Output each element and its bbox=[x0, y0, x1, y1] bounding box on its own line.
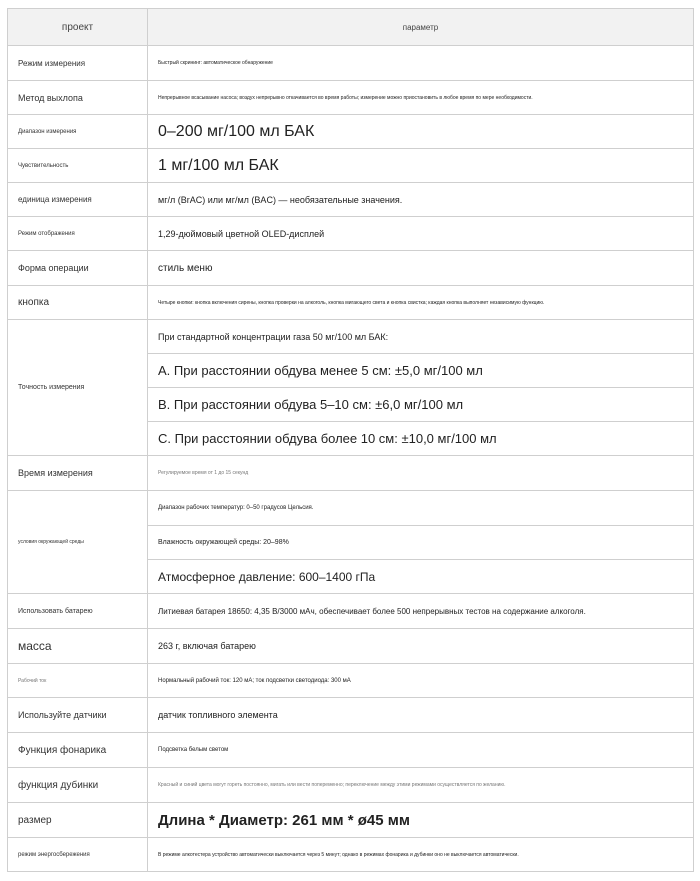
row-key: единица измерения bbox=[8, 183, 148, 217]
environment-line: Атмосферное давление: 600–1400 гПа bbox=[148, 560, 694, 594]
row-key: Диапазон измерения bbox=[8, 115, 148, 149]
table-row bbox=[8, 217, 694, 251]
accuracy-line: A. При расстоянии обдува менее 5 см: ±5,0 мг/100 мл bbox=[148, 354, 694, 388]
row-key: Форма операции bbox=[8, 251, 148, 286]
row-key: Режим отображения bbox=[8, 217, 148, 251]
row-value: В режиме алкотестера устройство автоматически выключается через 5 минут; однако в режимах фонарика и дубинки оно не выключается автоматически. bbox=[148, 838, 694, 872]
accuracy-line: При стандартной концентрации газа 50 мг/100 мл БАК: bbox=[148, 320, 694, 354]
table-row bbox=[8, 115, 694, 149]
row-value: Литиевая батарея 18650: 4,35 В/3000 мАч, обеспечивает более 500 непрерывных тестов на содержание алкоголя. bbox=[148, 594, 694, 629]
row-value: датчик топливного элемента bbox=[148, 698, 694, 733]
row-key: Используйте датчики bbox=[8, 698, 148, 733]
environment-line: Диапазон рабочих температур: 0–50 градусов Цельсия. bbox=[148, 491, 694, 526]
table-row bbox=[8, 251, 694, 286]
row-value: Непрерывное всасывание насоса; воздух непрерывно откачивается во время работы; измерение можно приостановить в любое время по мере необходимости. bbox=[148, 81, 694, 115]
row-value: Красный и синий цвета могут гореть постоянно, мигать или вести попеременно; переключение между этими режимами осуществляется по желанию. bbox=[148, 768, 694, 803]
row-key: Использовать батарею bbox=[8, 594, 148, 629]
row-key: Точность измерения bbox=[8, 320, 148, 456]
row-value: стиль меню bbox=[148, 251, 694, 286]
row-key: Режим измерения bbox=[8, 46, 148, 81]
row-key: Функция фонарика bbox=[8, 733, 148, 768]
row-key: масса bbox=[8, 629, 148, 664]
accuracy-line: B. При расстоянии обдува 5–10 см: ±6,0 мг/100 мл bbox=[148, 388, 694, 422]
spec-table bbox=[7, 8, 694, 872]
table-row bbox=[8, 838, 694, 872]
row-key: Чувствительность bbox=[8, 149, 148, 183]
row-value: 1,29-дюймовый цветной OLED-дисплей bbox=[148, 217, 694, 251]
table-row bbox=[8, 286, 694, 320]
accuracy-row bbox=[8, 320, 694, 354]
row-value: Нормальный рабочий ток: 120 мА; ток подсветки светодиода: 300 мА bbox=[148, 664, 694, 698]
row-value: Длина * Диаметр: 261 мм * ø45 мм bbox=[148, 803, 694, 838]
row-value: 1 мг/100 мл БАК bbox=[148, 149, 694, 183]
table-row bbox=[8, 629, 694, 664]
row-value: Подсветка белым светом bbox=[148, 733, 694, 768]
row-value: 0–200 мг/100 мл БАК bbox=[148, 115, 694, 149]
table-row bbox=[8, 768, 694, 803]
table-row bbox=[8, 46, 694, 81]
row-value: мг/л (BrAC) или мг/мл (BAC) — необязательные значения. bbox=[148, 183, 694, 217]
table-row bbox=[8, 733, 694, 768]
header-parameter: параметр bbox=[148, 9, 694, 46]
table-row bbox=[8, 664, 694, 698]
table-row bbox=[8, 81, 694, 115]
row-key: функция дубинки bbox=[8, 768, 148, 803]
environment-row bbox=[8, 491, 694, 526]
row-value: Четыре кнопки: кнопка включения сирены, кнопка проверки на алкоголь, кнопка мигающего света и кнопка свистка; каждая кнопка выполняет независимую функцию. bbox=[148, 286, 694, 320]
row-key: Рабочий ток bbox=[8, 664, 148, 698]
row-key: режим энергосбережения bbox=[8, 838, 148, 872]
row-key: размер bbox=[8, 803, 148, 838]
table-row bbox=[8, 594, 694, 629]
row-key: Время измерения bbox=[8, 456, 148, 491]
table-row bbox=[8, 456, 694, 491]
row-value: Регулируемое время от 1 до 15 секунд bbox=[148, 456, 694, 491]
accuracy-line: C. При расстоянии обдува более 10 см: ±10,0 мг/100 мл bbox=[148, 422, 694, 456]
row-key: условия окружающей среды bbox=[8, 491, 148, 594]
row-value: Быстрый скрининг: автоматическое обнаружение bbox=[148, 46, 694, 81]
row-key: кнопка bbox=[8, 286, 148, 320]
environment-line: Влажность окружающей среды: 20–98% bbox=[148, 526, 694, 560]
header-project: проект bbox=[8, 9, 148, 46]
row-key: Метод выхлопа bbox=[8, 81, 148, 115]
table-row bbox=[8, 183, 694, 217]
row-value: 263 г, включая батарею bbox=[148, 629, 694, 664]
table-row bbox=[8, 803, 694, 838]
table-row bbox=[8, 698, 694, 733]
table-header-row bbox=[8, 9, 694, 46]
table-row bbox=[8, 149, 694, 183]
